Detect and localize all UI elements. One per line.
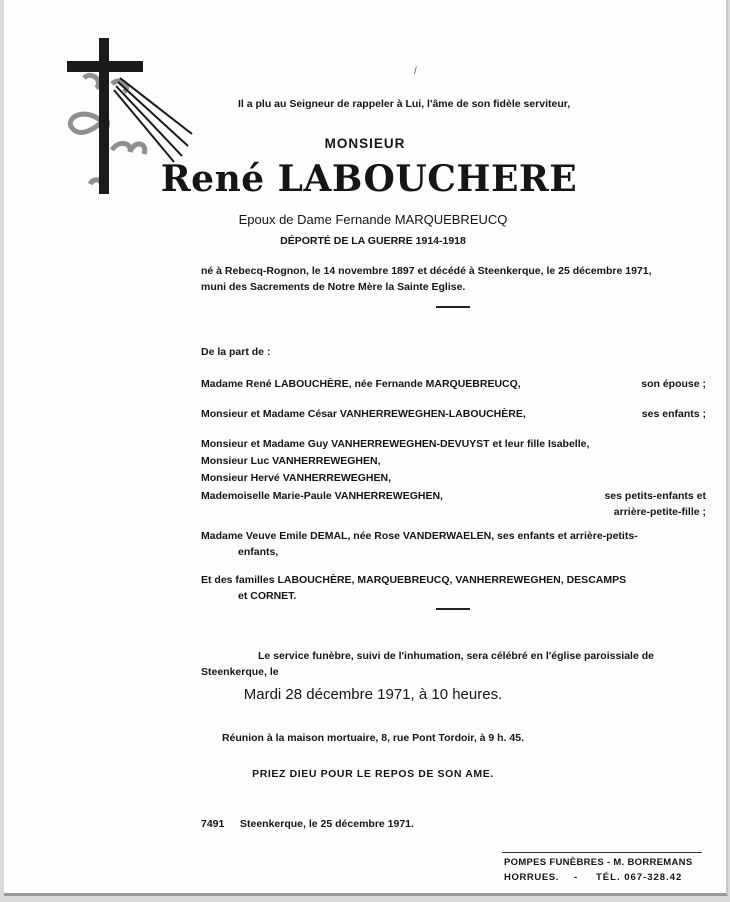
family-line: Monsieur Hervé VANHERREWEGHEN, [201,472,392,484]
service-line-1: Le service funèbre, suivi de l'inhumation, sera célébré en l'église paroissiale de [258,650,654,662]
de-la-part-heading: De la part de : [201,346,271,358]
separator-rule [436,306,470,308]
birth-death-line-2: muni des Sacrements de Notre Mère la Sainte Eglise. [201,281,466,293]
family-line: Monsieur et Madame César VANHERREWEGHEN-LABOUCHÈRE, [201,408,526,420]
obituary-card [4,0,728,896]
funeral-home-dash: - [574,872,578,883]
honorific: MONSIEUR [324,136,406,151]
funeral-home-phone: TÉL. 067-328.42 [596,872,683,883]
cross-horizontal-beam [67,61,143,72]
intro-line: Il a plu au Seigneur de rappeler à Lui, l'âme de son fidèle serviteur, [238,98,571,110]
family-relation: arrière-petite-fille ; [613,506,706,518]
family-line: Madame René LABOUCHÈRE, née Fernande MARQUEBREUCQ, [201,378,521,390]
separator-rule [436,608,470,610]
family-line: Et des familles LABOUCHÈRE, MARQUEBREUCQ, VANHERREWEGHEN, DESCAMPS [201,574,627,586]
prayer-line: PRIEZ DIEU POUR LE REPOS DE SON AME. [252,768,494,780]
family-line: Madame Veuve Emile DEMAL, née Rose VANDERWAELEN, ses enfants et arrière-petits- [201,530,638,542]
deceased-name: René LABOUCHERE [160,158,578,200]
family-line: enfants, [238,546,279,558]
margin-mark: / [414,66,417,77]
birth-death-line-1: né à Rebecq-Rognon, le 14 novembre 1897 et décédé à Steenkerque, le 25 décembre 1971, [201,265,652,277]
family-line: Monsieur Luc VANHERREWEGHEN, [201,455,381,467]
reference-number: 7491 [201,818,225,830]
footer-place-date: Steenkerque, le 25 décembre 1971. [240,818,414,830]
deported-line: DÉPORTÉ DE LA GUERRE 1914-1918 [280,235,466,247]
reunion-line: Réunion à la maison mortuaire, 8, rue Pont Tordoir, à 9 h. 45. [221,732,525,744]
service-line-2: Steenkerque, le [201,666,279,678]
family-relation: ses enfants ; [641,408,706,420]
service-date: Mardi 28 décembre 1971, à 10 heures. [243,686,503,703]
family-line: Monsieur et Madame Guy VANHERREWEGHEN-DEVUYST et leur fille Isabelle, [201,438,590,450]
funeral-home-town: HORRUES. [504,872,559,883]
family-relation: son épouse ; [641,378,706,390]
family-relation: ses petits-enfants et [604,490,706,502]
funeral-home-block [502,852,702,883]
family-line: Mademoiselle Marie-Paule VANHERREWEGHEN, [201,490,443,502]
spouse-line: Epoux de Dame Fernande MARQUEBREUCQ [238,212,508,227]
funeral-home-name: POMPES FUNÈBRES - M. BORREMANS [504,857,693,868]
family-line: et CORNET. [238,590,297,602]
